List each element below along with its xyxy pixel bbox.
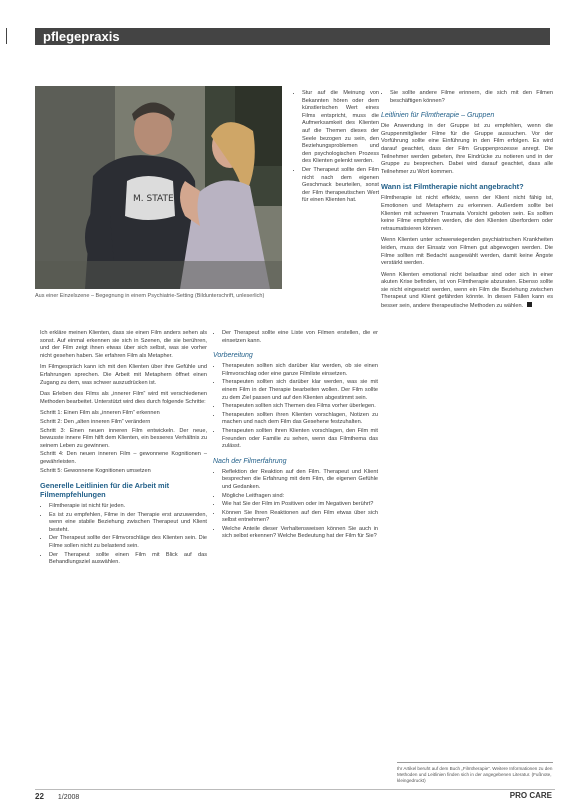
list-item: • Reflektion der Reaktion auf den Film. Therapeut und Klient besprechen die Erfahrung mit dem Film, die eigenen Gefühle und Gedanken.	[222, 469, 378, 492]
paragraph: Schritt 3: Einen neuen inneren Film entwickeln. Der neue, bewusste innere Film hilft dem Klienten, ein besseres Verhältnis zu seinem Leben zu gewinnen.	[40, 427, 207, 449]
subheading-nach: Nach der Filmerfahrung	[213, 457, 287, 465]
end-mark-icon	[527, 302, 532, 307]
paragraph: Schritt 4: Den neuen inneren Film – gewonnene Kognitionen – gewährleisten.	[40, 451, 207, 465]
column-far-right	[381, 90, 553, 315]
paragraph: Schritt 2: Den „alten inneren Film“ verändern	[40, 418, 151, 425]
footer-left	[35, 792, 79, 801]
list-item: • Sie sollte andere Filme erinnern, die sich mit den Filmen beschäftigen können?	[390, 90, 553, 105]
paragraph: Ich erkläre meinen Klienten, dass sie einen Film anders sehen als sonst. Auf einmal erkennen sie sich in Szenen, die sie berühren, und der Film zeigt ihnen etwas über sich selbst, was sie vorher nicht gesehen haben. Sie erfahren Film als Metapher.	[40, 330, 207, 359]
list-item: • Mögliche Leitfragen sind:	[222, 493, 378, 501]
section-header	[35, 28, 550, 45]
list-item: • Der Therapeut sollte den Film nicht nach dem eigenen Geschmack beurteilen, sonst der Film therapeutischen Wert für einen Klienten hat.	[302, 167, 379, 205]
subheading-vorbereitung: Vorbereitung	[213, 352, 253, 360]
paragraph	[381, 272, 553, 311]
article-photo	[35, 86, 282, 289]
page-number: 22	[35, 792, 44, 801]
svg-text:M. STATE: M. STATE	[133, 194, 174, 204]
photo-illustration	[35, 86, 282, 289]
paragraph: Wenn Klienten unter schwerwiegenden psychiatrischen Krankheiten leiden, muss der Einsatz von Filmen gut abgewogen werden. Die Filme sollten mit Bedacht ausgewählt werden, damit keine Ängste verstärkt werden.	[381, 237, 553, 267]
paragraph: Schritt 1: Einen Film als „inneren Film“ erkennen	[40, 410, 160, 417]
list-item: • Es ist zu empfehlen, Filme in der Therapie erst anzuwenden, wenn eine stabile Beziehung zwischen Therapeut und Klient besteht.	[49, 512, 207, 535]
list-item: • Der Therapeut sollte der Filmvorschläge des Klienten sein. Die Filme sollen nicht zu belastend sein.	[49, 535, 207, 550]
paragraph: Die Anwendung in der Gruppe ist zu empfehlen, wenn die Gruppenmitglieder Filme für die Gruppe aussuchen. Vor der Vorführung sollte eine Einführung in den Film erfolgen. Es wird darauf geachtet, dass der Film Gruppenprozesse anregt. Die Teilnehmer werden gebeten, ihre Eindrücke zu notieren und in der Gruppe zu besprechen. Dabei wird darauf geachtet, dass alle Teilnehmer zu Wort kommen.	[381, 123, 553, 175]
issue-label: 1/2008	[57, 794, 80, 801]
list-item: • Therapeuten sollten sich darüber klar werden, ob sie einen Filmvorschlag oder eine ganze Filmliste einsetzen.	[222, 363, 378, 378]
crop-mark	[6, 28, 7, 44]
paragraph: Im Filmgespräch kann ich mit den Klienten über ihre Gefühle und Erfahrungen sprechen. Die Arbeit mit Metaphern öffnet einen Zugang zu dem, was schwer auszudrücken ist.	[40, 364, 207, 386]
list-item: • Therapeuten sollten ihren Klienten vorschlagen, Notizen zu machen und nach dem Film das Gesehene festzuhalten.	[222, 412, 378, 427]
paragraph-text: Wenn Klienten emotional nicht belastbar sind oder sich in einer akuten Krise befinden, ist von Filmtherapie abzuraten. Ebenso sollte sie nicht eingesetzt werden, wenn ein Film die Beziehung zwischen Therapeut und Klient gefährden könnte. In diesen Fällen kann es besser sein, andere therapeutische Methoden zu wählen.	[381, 271, 553, 310]
subheading-gruppen: Leitlinien für Filmtherapie – Gruppen	[381, 112, 495, 120]
journal-name: PRO CARE	[509, 791, 552, 800]
list-item: • Wie hat Sie der Film im Positiven oder im Negativen berührt?	[222, 501, 378, 509]
column-left	[40, 330, 207, 571]
column-mid	[213, 330, 378, 545]
list-item: • Der Therapeut sollte eine Liste von Filmen erstellen, die er einsetzen kann.	[222, 330, 378, 345]
heading-wann: Wann ist Filmtherapie nicht angebracht?	[381, 182, 524, 192]
footnote: Ihr Artikel beruht auf dem Buch „Filmtherapie“. Weitere Informationen zu den Methoden und Leitlinien finden sich in der angegebenen Literatur. (Fußnote, kleingedruckt)	[397, 762, 553, 784]
column-right-top	[293, 90, 379, 209]
heading-guidelines: Generelle Leitlinien für die Arbeit mit Filmempfehlungen	[40, 481, 170, 500]
list-item: • Welche Anteile dieser Verhaltensweisen können Sie auch in sich selbst erkennen? Welche Bedeutung hat der Film für Sie?	[222, 526, 378, 541]
section-title: pflegepraxis	[43, 29, 120, 44]
footer-divider	[35, 789, 555, 790]
list-item: • Filmtherapie ist nicht für jeden.	[49, 503, 207, 511]
photo-caption: Aus einer Einzelszene – Begegnung in einem Psychiatrie-Setting (Bildunterschrift, unleserlich)	[35, 293, 265, 299]
paragraph: Das Erleben des Films als „innerer Film“ wird mit verschiedenen Methoden bearbeitet. Unterstützt wird dies durch folgende Schritte:	[40, 391, 207, 405]
list-item: • Stur auf die Meinung von Bekannten hören oder dem künstlerischen Wert eines Films entspricht, muss die Aufmerksamkeit des Klienten auf die Themen dieses der Seele bezogen zu sein, den Beziehungsproblemen und den psychologischen Prozess des Klienten gelenkt werden.	[302, 90, 379, 166]
list-item: • Können Sie Ihren Reaktionen auf den Film etwas über sich selbst entnehmen?	[222, 510, 378, 525]
list-item: • Therapeuten sollten sich Themen des Films vorher überlegen.	[222, 403, 378, 411]
paragraph: Filmtherapie ist nicht effektiv, wenn der Klient nicht fähig ist, Emotionen und Metaphern zu erkennen. Außerdem sollte bei Klienten mit schweren Traumata Vorsicht geboten sein. Es sollten keine Filme empfohlen werden, die den Klienten überfordern oder retraumatisieren können.	[381, 195, 553, 232]
paragraph: Schritt 5: Gewonnene Kognitionen umsetzen	[40, 467, 151, 474]
list-item: • Der Therapeut sollte einen Film mit Blick auf das Behandlungsziel auswählen.	[49, 552, 207, 567]
list-item: • Therapeuten sollten sich darüber klar werden, was sie mit einem Film in der Therapie bearbeiten wollen. Der Film sollte zu dem Ziel passen und auf den Klienten abgestimmt sein.	[222, 379, 378, 402]
list-item: • Therapeuten sollten ihren Klienten vorschlagen, den Film mit Freunden oder Familie zu sehen, wenn das Filmthema das zulässt.	[222, 428, 378, 451]
